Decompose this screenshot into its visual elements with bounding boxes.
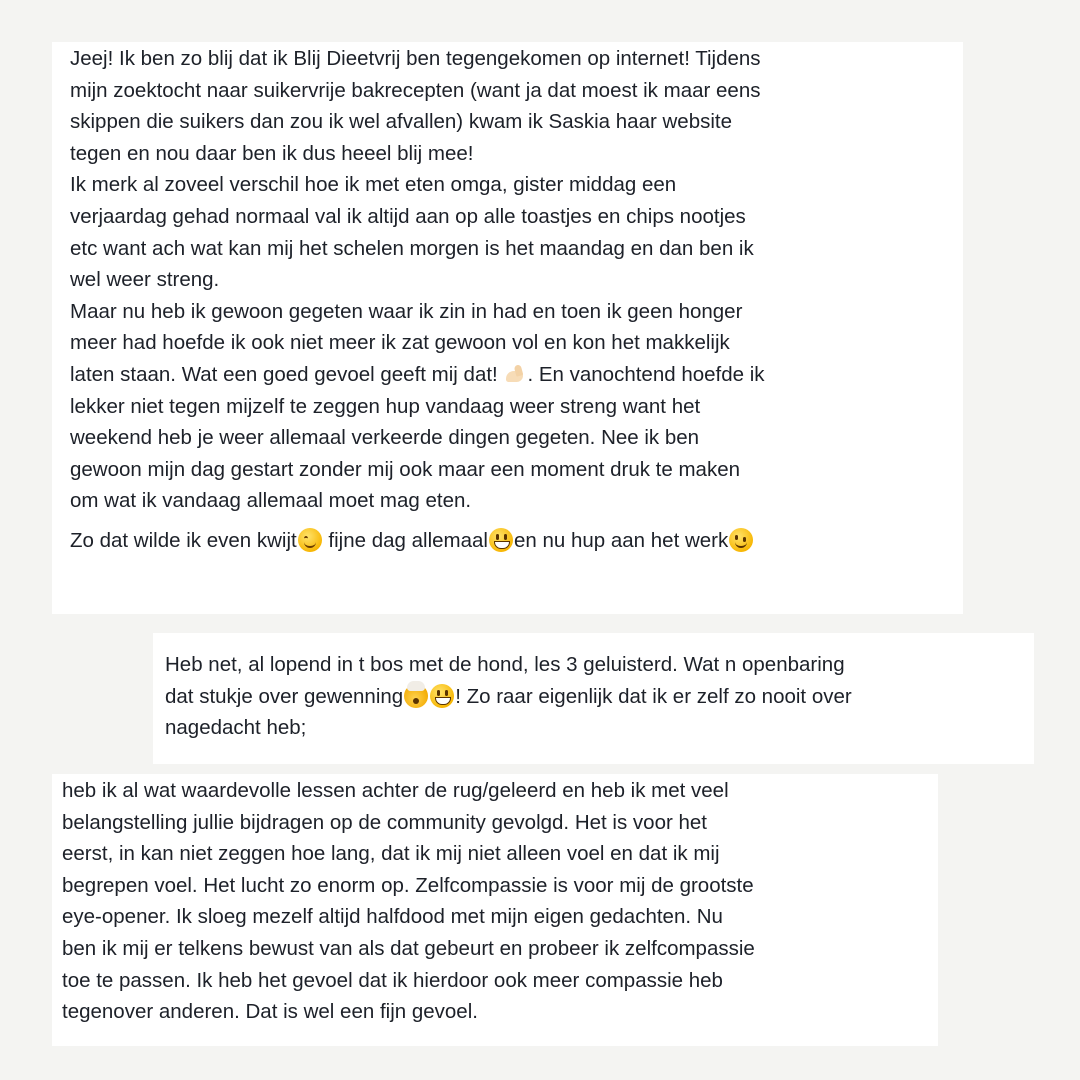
text-line: mijn zoektocht naar suikervrije bakrecepten (want ja dat moest ik maar eens <box>70 78 761 102</box>
text-line: Ik merk al zoveel verschil hoe ik met eten omga, gister middag een <box>70 173 677 197</box>
text-line: Heb net, al lopend in t bos met de hond, les 3 geluisterd. Wat n openbaring <box>165 653 845 676</box>
text-segment: ! Zo raar eigenlijk dat ik er zelf zo nooit over <box>455 684 852 708</box>
text-line-with-emoji <box>70 359 953 391</box>
grinning-face-emoji-icon <box>489 528 513 552</box>
text-line: ben ik mij er telkens bewust van als dat gebeurt en probeer ik zelfcompassie <box>62 936 755 960</box>
smiling-face-emoji-icon <box>298 528 322 552</box>
text-line: skippen die suikers dan zou ik wel afvallen) kwam ik Saskia haar website <box>70 110 733 134</box>
text-line: lekker niet tegen mijzelf te zeggen hup vandaag weer streng want het <box>70 394 701 418</box>
text-line: meer had hoefde ik ook niet meer ik zat gewoon vol en kon het makkelijk <box>70 331 730 355</box>
winking-face-emoji-icon <box>729 528 753 552</box>
text-segment: dat stukje over gewenning <box>165 684 404 708</box>
text-line: belangstelling jullie bijdragen op de community gevolgd. Het is voor het <box>62 810 707 834</box>
testimonial-card-1 <box>52 42 963 614</box>
text-line: wel weer streng. <box>70 268 220 292</box>
text-line: weekend heb je weer allemaal verkeerde dingen gegeten. Nee ik ben <box>70 426 700 450</box>
text-line-with-emoji <box>70 525 953 557</box>
text-line: om wat ik vandaag allemaal moet mag eten. <box>70 489 472 513</box>
text-line: heb ik al wat waardevolle lessen achter de rug/geleerd en heb ik met veel <box>62 779 729 802</box>
testimonial-card-3 <box>52 774 938 1046</box>
text-segment: Zo dat wilde ik even kwijt <box>70 528 297 552</box>
flexed-biceps-emoji-icon <box>504 363 526 385</box>
grinning-face-emoji-icon <box>430 684 454 708</box>
exploding-head-emoji-icon <box>404 684 428 708</box>
text-line-with-emoji <box>165 681 1026 713</box>
text-line: toe te passen. Ik heb het gevoel dat ik hierdoor ook meer compassie heb <box>62 968 723 992</box>
text-segment: . En vanochtend hoefde ik <box>527 362 765 386</box>
text-line: begrepen voel. Het lucht zo enorm op. Zelfcompassie is voor mij de grootste <box>62 873 754 897</box>
paragraph-gap <box>70 517 953 525</box>
text-line: eerst, in kan niet zeggen hoe lang, dat ik mij niet alleen voel en dat ik mij <box>62 842 720 866</box>
text-line: eye-opener. Ik sloeg mezelf altijd halfdood met mijn eigen gedachten. Nu <box>62 905 723 929</box>
text-line: Maar nu heb ik gewoon gegeten waar ik zin in had en toen ik geen honger <box>70 299 743 323</box>
text-segment: fijne dag allemaal <box>322 528 488 552</box>
testimonial-card-2 <box>153 633 1034 764</box>
text-line: nagedacht heb; <box>165 716 307 740</box>
text-line: etc want ach wat kan mij het schelen morgen is het maandag en dan ben ik <box>70 236 754 260</box>
text-segment: en nu hup aan het werk <box>513 528 729 552</box>
text-line: Jeej! Ik ben zo blij dat ik Blij Dieetvrij ben tegengekomen op internet! Tijdens <box>70 47 761 70</box>
text-line: verjaardag gehad normaal val ik altijd aan op alle toastjes en chips nootjes <box>70 204 746 228</box>
text-line: tegen en nou daar ben ik dus heeel blij mee! <box>70 141 474 165</box>
text-segment: laten staan. Wat een goed gevoel geeft mij dat! <box>70 362 498 386</box>
text-line: gewoon mijn dag gestart zonder mij ook maar een moment druk te maken <box>70 457 741 481</box>
text-line: tegenover anderen. Dat is wel een fijn gevoel. <box>62 1000 478 1024</box>
